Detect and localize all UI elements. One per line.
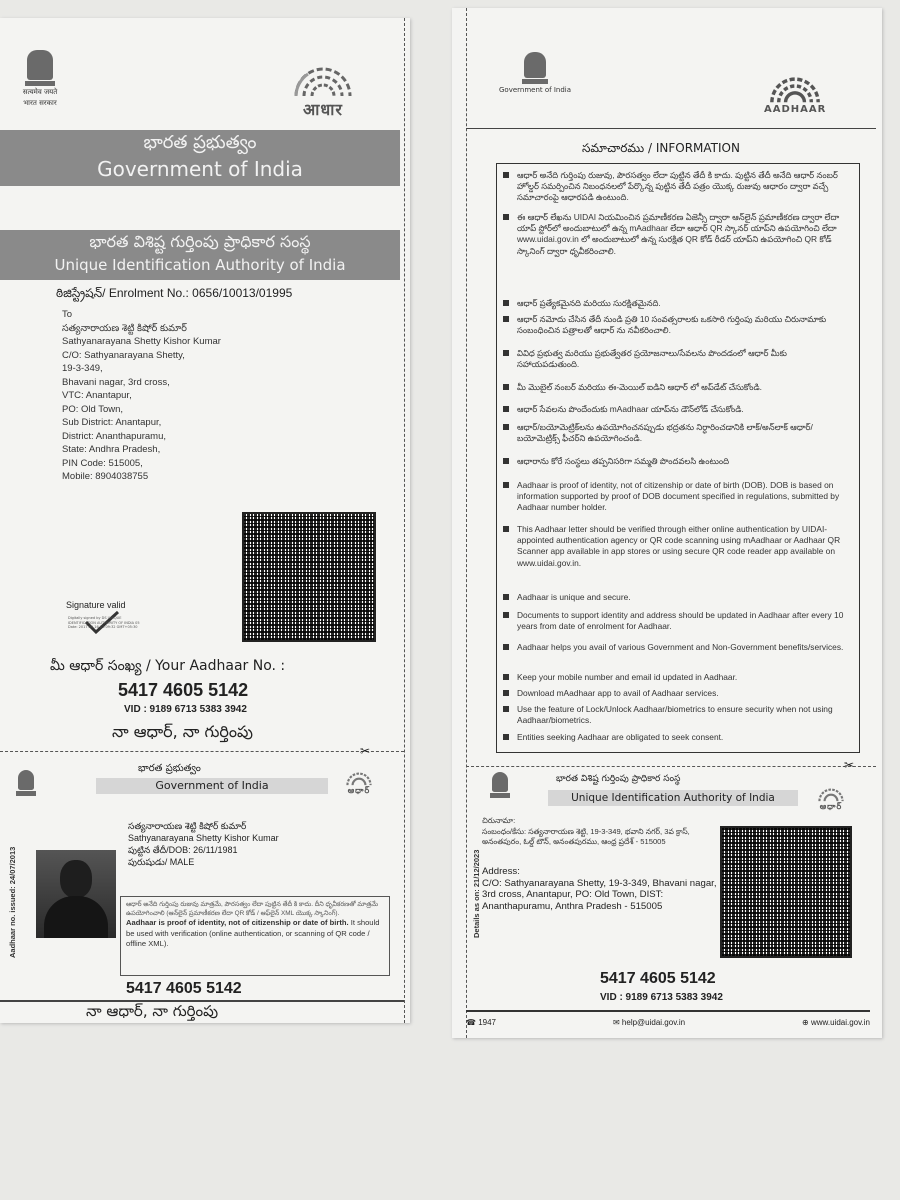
- address-line: VTC: Anantapur,: [62, 390, 132, 401]
- address-line: C/O: Sathyanarayana Shetty,: [62, 349, 185, 361]
- digital-signature-details: Digitally signed by DS UNIQUE IDENTIFICATION AUTHORITY OF INDIA 05 Date: 2017.09.16 11:09:32 GMT+05:30: [68, 616, 140, 629]
- info-item-te: ఆధార్ నమోదు చేసిన తేదీ నుండి ప్రతి 10 సంవత్సరాలకు ఒకసారి గుర్తింపు మరియు చిరునామాకు సంబంధించిన పత్రాలతో ఆధార్ ను నవీకరించాలి.: [503, 314, 849, 336]
- card-name-te: సత్యనారాయణ శెట్టి కిషోర్ కుమార్: [128, 821, 247, 831]
- tagline: నా ఆధార్, నా గుర్తింపు: [112, 722, 253, 741]
- your-aadhaar-label: మీ ఆధార్ సంఖ్య / Your Aadhaar No. :: [50, 658, 286, 674]
- info-item-te: మీ మొబైల్ నంబర్ మరియు ఈ-మెయిల్ ఐడిని ఆధార్ లో అప్‌డేట్ చేసుకోండి.: [503, 382, 849, 393]
- info-item-te: ఆధార్/బయోమెట్రిక్‌లను ఉపయోగించనప్పుడు భద్రతను నిర్ధారించడానికి లాక్/అన్‌లాక్ ఆధార్/బయోమెట్రిక్స్ ఫీచర్‌ని ఉపయోగించండి.: [503, 422, 849, 444]
- address-line: District: Ananthapuramu,: [62, 430, 167, 442]
- footer-phone: ☎ 1947: [466, 1017, 496, 1027]
- card-aadhaar-number: 5417 4605 5142: [126, 980, 242, 997]
- info-item-en: Download mAadhaar app to avail of Aadhaar services.: [503, 688, 849, 699]
- aadhaar-logo-icon: [344, 768, 374, 797]
- card-gov-en: Government of India: [96, 778, 328, 794]
- info-item-en: Documents to support identity and address should be updated in Aadhaar after every 10 years from date of enrolment for Aadhaar.: [503, 610, 849, 632]
- national-emblem-icon: [18, 50, 62, 108]
- aadhaar-logo-icon: [288, 56, 358, 120]
- fold-line: [466, 8, 467, 1038]
- header-divider: [466, 128, 876, 129]
- address-line: Sub District: Anantapur,: [62, 417, 162, 428]
- scissors-icon: ✂: [844, 758, 855, 772]
- info-item-te: ఆధార్ అనేది గుర్తింపు రుజువు, పౌరసత్వం లేదా పుట్టిన తేదీ కి కాదు. పుట్టిన తేదీ అనేది ఆధార్ నంబర్ హోల్డర్ సమర్పించిన నిబంధనలలో పేర్కొన్న పుట్టిన తేదీ పత్రం యొక్క రుజువు ఆధారం ద్వారా వచ్చే సమాచారంపై ఆధారపడి ఉంటుంది.: [503, 170, 849, 204]
- address-line: PO: Old Town,: [62, 403, 124, 415]
- aadhaar-logo-text: AADHAAR: [764, 104, 827, 115]
- address-line: To: [62, 309, 73, 320]
- info-item-te: ఆధార్ ప్రత్యేకమైనది మరియు సురక్షితమైనది.: [503, 298, 849, 309]
- details-date-vertical: Details as on: 21/12/2023: [472, 849, 481, 938]
- card-uidai-te: భారత విశిష్ట గుర్తింపు ప్రాధికార సంస్థ: [556, 774, 681, 784]
- aadhaar-letter-front: [0, 18, 410, 1023]
- aadhaar-logo-icon: [764, 68, 826, 115]
- info-item-en: This Aadhaar letter should be verified through either online authentication by UIDAI-appointed authentication agency or QR code scanning using mAadhaar or Aadhaar QR Scanner app available in app stores or using secure QR code reader app available on www.uidai.gov.in.: [503, 524, 849, 569]
- card-address-te: చిరునామా: సంబంధం/కేసు: సత్యనారాయణ శెట్టి, 19-3-349, భవాని నగర్, 3వ క్రాస్, అనంతపురం, ఓల్డ్ టౌన్, అనంతపురము, ఆంధ్ర ప్రదేశ్ - 515005: [482, 816, 690, 846]
- address-line: Bhavani nagar, 3rd cross,: [62, 376, 170, 388]
- info-item-te: ఆధార్ సేవలను పొందేందుకు mAadhaar యాప్‌ను డౌన్‌లోడ్ చేసుకోండి.: [503, 404, 849, 415]
- card-dob: పుట్టిన తేదీ/DOB: 26/11/1981: [128, 845, 238, 855]
- gov-title-en: Government of India: [97, 157, 303, 181]
- info-item-en: Aadhaar helps you avail of various Government and Non-Government benefits/services.: [503, 642, 849, 653]
- card-footer: [466, 1010, 870, 1032]
- address-line: State: Andhra Pradesh,: [62, 444, 161, 455]
- info-item-te: వివిధ ప్రభుత్వ మరియు ప్రభుత్వేతర ప్రయోజనాలు/సేవలను పొందడంలో ఆధార్ మీకు సహాయపడుతుంది.: [503, 348, 849, 370]
- issue-date-vertical: Aadhaar no. issued: 24/07/2013: [8, 846, 17, 958]
- gov-band: [0, 130, 400, 186]
- cut-line: [0, 751, 404, 752]
- aadhaar-letter-back: [452, 8, 882, 1038]
- card-aadhaar-number: 5417 4605 5142: [600, 970, 716, 987]
- address-line: PIN Code: 515005,: [62, 457, 143, 469]
- emblem-caption: भारत सरकार: [23, 99, 57, 107]
- uidai-band: [0, 230, 400, 280]
- info-item-en: Keep your mobile number and email id updated in Aadhaar.: [503, 672, 849, 683]
- uidai-title-te: భారత విశిష్ట గుర్తింపు ప్రాధికార సంస్థ: [89, 232, 311, 251]
- info-item-en: Use the feature of Lock/Unlock Aadhaar/biometrics to ensure security when not using Aadhaar/biometrics.: [503, 704, 849, 726]
- qr-code: [720, 826, 852, 958]
- national-emblem-icon: [488, 772, 512, 798]
- cut-line: [466, 766, 876, 767]
- card-address-en: Address: C/O: Sathyanarayana Shetty, 19-3-349, Bhavani nagar, 3rd cross, Anantapur, PO: Old Town, DIST: Ananthapuramu, Anthra Pradesh - 515005: [482, 866, 717, 912]
- information-box: [496, 163, 860, 753]
- card-tagline: నా ఆధార్, నా గుర్తింపు: [86, 1002, 219, 1020]
- footer-web: ⊕ www.uidai.gov.in: [802, 1017, 870, 1027]
- info-item-en: Entities seeking Aadhaar are obligated to seek consent.: [503, 732, 849, 743]
- logo-small-text: ఆధార్: [819, 802, 843, 811]
- vid-number: VID : 9189 6713 5383 3942: [124, 704, 247, 715]
- info-item-te: ఈ ఆధార్ లేఖను UIDAI నియమించిన ప్రమాణీకరణ ఏజెన్సీ ద్వారా ఆన్‌లైన్ ప్రమాణీకరణ ద్వారా లేదా యాప్ స్టోర్‌లో అందుబాటులో ఉన్న mAadhaar లేదా ఆధార్ QR స్కానర్ యాప్‌ని ఉపయోగించి లేదా www.uidai.gov.in లో అందుబాటులో ఉన్న సురక్షిత QR కోడ్ రీడర్ యాప్‌ని ఉపయోగించి QR కోడ్ స్కానింగ్ ద్వారా ధృవీకరించాలి.: [503, 212, 849, 257]
- photo: [36, 850, 116, 938]
- address-line: Sathyanarayana Shetty Kishor Kumar: [62, 336, 221, 347]
- emblem-motto: सत्यमेव जयते: [22, 88, 58, 96]
- fold-line: [404, 18, 405, 1023]
- signature-valid-label: Signature valid: [66, 600, 126, 610]
- footer-email: ✉ help@uidai.gov.in: [612, 1017, 686, 1027]
- info-item-en: Aadhaar is unique and secure.: [503, 592, 849, 603]
- card-note-te: ఆధార్ అనేది గుర్తింపు రుజువు మాత్రమే, పౌరసత్వం లేదా పుట్టిన తేదీ కి కాదు. దీని ధృవీకరణతో మాత్రమే ఉపయోగించాలి (ఆన్‌లైన్ ప్రమాణీకరణ లేదా QR కోడ్ / ఆఫ్‌లైన్ XML యొక్క స్కానింగ్).: [126, 901, 378, 917]
- card-gov-te: భారత ప్రభుత్వం: [138, 763, 201, 774]
- info-item-te: ఆధారాను కోరే సంస్థలు తప్పనిసరిగా సమ్మతి పొందవలసి ఉంటుంది: [503, 456, 849, 467]
- card-name-en: Sathyanarayana Shetty Kishor Kumar: [128, 833, 279, 843]
- uidai-title-en: Unique Identification Authority of India: [54, 256, 346, 274]
- card-uidai-en: Unique Identification Authority of India: [548, 790, 798, 806]
- address-line: Mobile: 8904038755: [62, 471, 149, 482]
- enrolment-number: ఠిజిస్ట్రేషన్/ Enrolment No.: 0656/10013/01995: [56, 286, 293, 300]
- national-emblem-icon: [498, 52, 572, 94]
- info-item-en: Aadhaar is proof of identity, not of citizenship or date of birth (DOB). DOB is based on information supported by proof of DOB document specified in regulations, submitted by Aadhaar number holder.: [503, 480, 849, 514]
- scissors-icon: ✂: [360, 744, 371, 758]
- qr-code: [242, 512, 376, 642]
- address-line: సత్యనారాయణ శెట్టి కిషోర్ కుమార్: [62, 322, 187, 334]
- card-gender: పురుషుడు/ MALE: [128, 857, 195, 867]
- aadhaar-number: 5417 4605 5142: [118, 680, 249, 700]
- info-title: సమాచారము / INFORMATION: [582, 141, 740, 155]
- card-note-en: It should be used with verification (online authentication, or scanning of QR code / offline XML).: [126, 918, 380, 949]
- emblem-caption: Government of India: [498, 86, 572, 94]
- address-line: 19-3-349,: [62, 363, 103, 374]
- aadhaar-logo-text: आधार: [303, 100, 343, 119]
- logo-small-text: ఆధార్: [347, 786, 371, 795]
- aadhaar-logo-icon: [816, 784, 846, 813]
- national-emblem-icon: [14, 770, 38, 796]
- card-note-bold: Aadhaar is proof of identity, not of citizenship or date of birth.: [126, 918, 349, 927]
- card-vid: VID : 9189 6713 5383 3942: [600, 992, 723, 1003]
- gov-title-te: భారత ప్రభుత్వం: [143, 132, 257, 153]
- card-note: [120, 896, 390, 976]
- recipient-address: [62, 308, 221, 484]
